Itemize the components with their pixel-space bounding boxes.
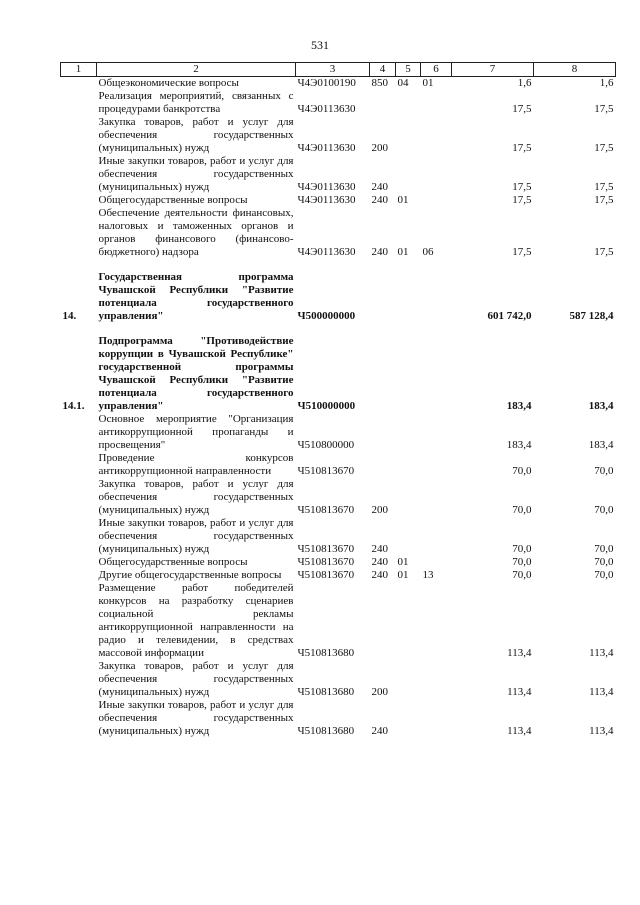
expense-type: 240 [371, 181, 388, 193]
item-name: Государственная программа Чувашской Республики "Развитие потенциала государственного управления" [98, 271, 294, 322]
target-code: Ч4Э0113630 [297, 194, 356, 206]
table-row [61, 582, 616, 660]
amount-year-1: 70,0 [512, 465, 532, 477]
amount-year-1: 1,6 [517, 77, 532, 89]
section: 04 [397, 77, 409, 89]
subsection [421, 90, 452, 116]
amount-year-1: 17,5 [512, 246, 532, 258]
amount-year-1: 70,0 [512, 556, 532, 568]
table-row [61, 271, 616, 323]
row-number [61, 556, 97, 569]
target-code: Ч4Э0113630 [297, 142, 356, 154]
subsection [421, 335, 452, 413]
amount-year-1: 70,0 [512, 504, 532, 516]
section [396, 478, 421, 517]
target-code: Ч4Э0113630 [297, 246, 356, 258]
section: 01 [397, 569, 409, 581]
subsection [421, 478, 452, 517]
table-row [61, 194, 616, 207]
header-cell-3: 3 [296, 63, 370, 77]
amount-year-1: 183,4 [506, 400, 532, 412]
amount-year-1: 113,4 [507, 725, 532, 737]
subsection [421, 699, 452, 738]
section [396, 335, 421, 413]
expense-type [370, 413, 396, 452]
expense-type: 240 [371, 569, 388, 581]
section [396, 452, 421, 478]
expense-type: 240 [371, 725, 388, 737]
section [396, 582, 421, 660]
table-row [61, 517, 616, 556]
row-number: 14. [62, 310, 77, 322]
expense-type [370, 90, 396, 116]
amount-year-2: 183,4 [588, 400, 614, 412]
budget-table [60, 62, 616, 738]
amount-year-2: 70,0 [594, 465, 614, 477]
item-name: Закупка товаров, работ и услуг для обеспечения государственных (муниципальных) нужд [98, 660, 294, 698]
amount-year-2: 17,5 [594, 194, 614, 206]
amount-year-2: 70,0 [594, 556, 614, 568]
item-name: Закупка товаров, работ и услуг для обеспечения государственных (муниципальных) нужд [98, 116, 294, 154]
target-code: Ч510800000 [297, 439, 355, 451]
table-row [61, 569, 616, 582]
amount-year-2: 70,0 [594, 543, 614, 555]
amount-year-1: 70,0 [512, 543, 532, 555]
item-name: Проведение конкурсов антикоррупционной направленности [98, 452, 294, 477]
section: 01 [397, 194, 409, 206]
target-code: Ч510813670 [297, 465, 355, 477]
target-code: Ч510813670 [297, 569, 355, 581]
target-code: Ч510813680 [297, 725, 355, 737]
amount-year-2: 113,4 [589, 686, 614, 698]
amount-year-2: 70,0 [594, 569, 614, 581]
section [396, 517, 421, 556]
row-number [61, 90, 97, 116]
table-row [61, 116, 616, 155]
item-name: Иные закупки товаров, работ и услуг для обеспечения государственных (муниципальных) нужд [98, 517, 294, 555]
expense-type: 240 [371, 543, 388, 555]
section [396, 155, 421, 194]
item-name: Иные закупки товаров, работ и услуг для обеспечения государственных (муниципальных) нужд [98, 155, 294, 193]
item-name: Основное мероприятие "Организация антикоррупционной пропаганды и просвещения" [98, 413, 294, 451]
table-row [61, 478, 616, 517]
expense-type: 850 [371, 77, 388, 89]
item-name: Реализация мероприятий, связанных с процедурами банкротства [98, 90, 294, 115]
subsection: 01 [422, 77, 434, 89]
section [396, 90, 421, 116]
amount-year-1: 113,4 [507, 647, 532, 659]
section: 01 [397, 556, 409, 568]
header-cell-4: 4 [370, 63, 396, 77]
item-name: Размещение работ победителей конкурсов на разработку сценариев социальной рекламы антикоррупционной направленности на радио и телевидении, в средствах массовой информации [98, 582, 294, 659]
amount-year-2: 70,0 [594, 504, 614, 516]
item-name: Обеспечение деятельности финансовых, налоговых и таможенных органов и органов финансового (финансово-бюджетного) надзора [98, 207, 294, 258]
amount-year-2: 17,5 [594, 246, 614, 258]
subsection [421, 660, 452, 699]
section: 01 [397, 246, 409, 258]
header-cell-6: 6 [421, 63, 452, 77]
row-number [61, 452, 97, 478]
row-number [61, 517, 97, 556]
amount-year-1: 17,5 [512, 194, 532, 206]
table-row [61, 556, 616, 569]
header-cell-8: 8 [534, 63, 616, 77]
row-number [61, 155, 97, 194]
amount-year-1: 17,5 [512, 103, 532, 115]
expense-type: 240 [371, 556, 388, 568]
expense-type: 200 [371, 686, 388, 698]
expense-type: 240 [371, 246, 388, 258]
target-code: Ч510813670 [297, 504, 355, 516]
row-number: 14.1. [62, 400, 85, 412]
expense-type [370, 452, 396, 478]
amount-year-1: 183,4 [506, 439, 532, 451]
row-number [61, 699, 97, 738]
row-number [61, 194, 97, 207]
header-cell-1: 1 [61, 63, 97, 77]
table-row [61, 413, 616, 452]
subsection: 06 [422, 246, 434, 258]
amount-year-1: 601 742,0 [487, 310, 532, 322]
target-code: Ч510813670 [297, 543, 355, 555]
expense-type: 240 [371, 194, 388, 206]
expense-type [370, 582, 396, 660]
target-code: Ч4Э0100190 [297, 77, 356, 89]
table-row [61, 335, 616, 413]
expense-type [370, 335, 396, 413]
amount-year-2: 183,4 [588, 439, 614, 451]
subsection [421, 452, 452, 478]
row-number [61, 413, 97, 452]
target-code: Ч4Э0113630 [297, 181, 356, 193]
row-number [61, 582, 97, 660]
item-name: Общегосударственные вопросы [98, 194, 248, 206]
subsection: 13 [422, 569, 434, 581]
amount-year-2: 587 128,4 [569, 310, 614, 322]
spacer-row [61, 323, 616, 335]
item-name: Закупка товаров, работ и услуг для обеспечения государственных (муниципальных) нужд [98, 478, 294, 516]
item-name: Общеэкономические вопросы [98, 77, 239, 89]
subsection [421, 556, 452, 569]
table-row [61, 699, 616, 738]
target-code: Ч4Э0113630 [297, 103, 356, 115]
amount-year-2: 113,4 [589, 647, 614, 659]
target-code: Ч510813680 [297, 647, 355, 659]
expense-type: 200 [371, 142, 388, 154]
section [396, 413, 421, 452]
table-row [61, 155, 616, 194]
section [396, 699, 421, 738]
row-number [61, 116, 97, 155]
amount-year-2: 1,6 [599, 77, 614, 89]
expense-type: 200 [371, 504, 388, 516]
table-row [61, 77, 616, 91]
header-row [61, 63, 616, 77]
table-body [61, 77, 616, 739]
header-cell-5: 5 [396, 63, 421, 77]
row-number [61, 77, 97, 91]
table-row [61, 90, 616, 116]
section [396, 660, 421, 699]
item-name: Иные закупки товаров, работ и услуг для обеспечения государственных (муниципальных) нужд [98, 699, 294, 737]
subsection [421, 517, 452, 556]
page-number: 531 [311, 38, 329, 52]
item-name: Подпрограмма "Противодействие коррупции в Чувашской Республике" государственной программы Чувашской Республики "Развитие потенциала государственного управления" [98, 335, 294, 412]
header-cell-2: 2 [97, 63, 296, 77]
row-number [61, 660, 97, 699]
amount-year-1: 17,5 [512, 142, 532, 154]
target-code: Ч510000000 [297, 400, 356, 412]
target-code: Ч510813680 [297, 686, 355, 698]
row-number [61, 207, 97, 259]
amount-year-1: 17,5 [512, 181, 532, 193]
target-code: Ч500000000 [297, 310, 356, 322]
amount-year-2: 113,4 [589, 725, 614, 737]
header-cell-7: 7 [452, 63, 534, 77]
section [396, 116, 421, 155]
row-number [61, 478, 97, 517]
amount-year-2: 17,5 [594, 142, 614, 154]
item-name: Общегосударственные вопросы [98, 556, 248, 568]
amount-year-2: 17,5 [594, 103, 614, 115]
amount-year-1: 70,0 [512, 569, 532, 581]
spacer-row [61, 259, 616, 271]
amount-year-2: 17,5 [594, 181, 614, 193]
table-row [61, 207, 616, 259]
subsection [421, 116, 452, 155]
subsection [421, 582, 452, 660]
item-name: Другие общегосударственные вопросы [98, 569, 282, 581]
table-row [61, 660, 616, 699]
subsection [421, 155, 452, 194]
amount-year-1: 113,4 [507, 686, 532, 698]
subsection [421, 413, 452, 452]
subsection [421, 271, 452, 323]
row-number [61, 569, 97, 582]
subsection [421, 194, 452, 207]
table-row [61, 452, 616, 478]
target-code: Ч510813670 [297, 556, 355, 568]
expense-type [370, 271, 396, 323]
section [396, 271, 421, 323]
